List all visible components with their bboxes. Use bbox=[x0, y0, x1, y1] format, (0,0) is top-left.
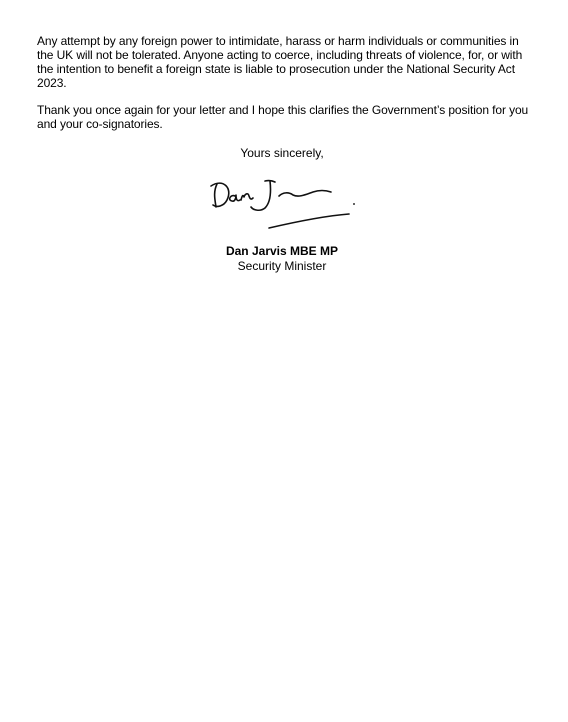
handwritten-signature bbox=[207, 170, 359, 236]
signer-title: Security Minister bbox=[237, 259, 327, 273]
body-paragraph-foreign-interference: Any attempt by any foreign power to intimidate, harass or harm individuals or communities in the UK will not be tolerated. Anyone acting to coerce, including threats of violence, for, or with the intention to benefit a foreign state is liable to prosecution under the National Security Act 2023. bbox=[37, 34, 523, 90]
closing-salutation: Yours sincerely, bbox=[240, 146, 324, 160]
body-paragraph-thanks: Thank you once again for your letter and I hope this clarifies the Government’s position for you and your co-signatories. bbox=[37, 103, 529, 131]
signer-name: Dan Jarvis MBE MP bbox=[225, 244, 339, 258]
